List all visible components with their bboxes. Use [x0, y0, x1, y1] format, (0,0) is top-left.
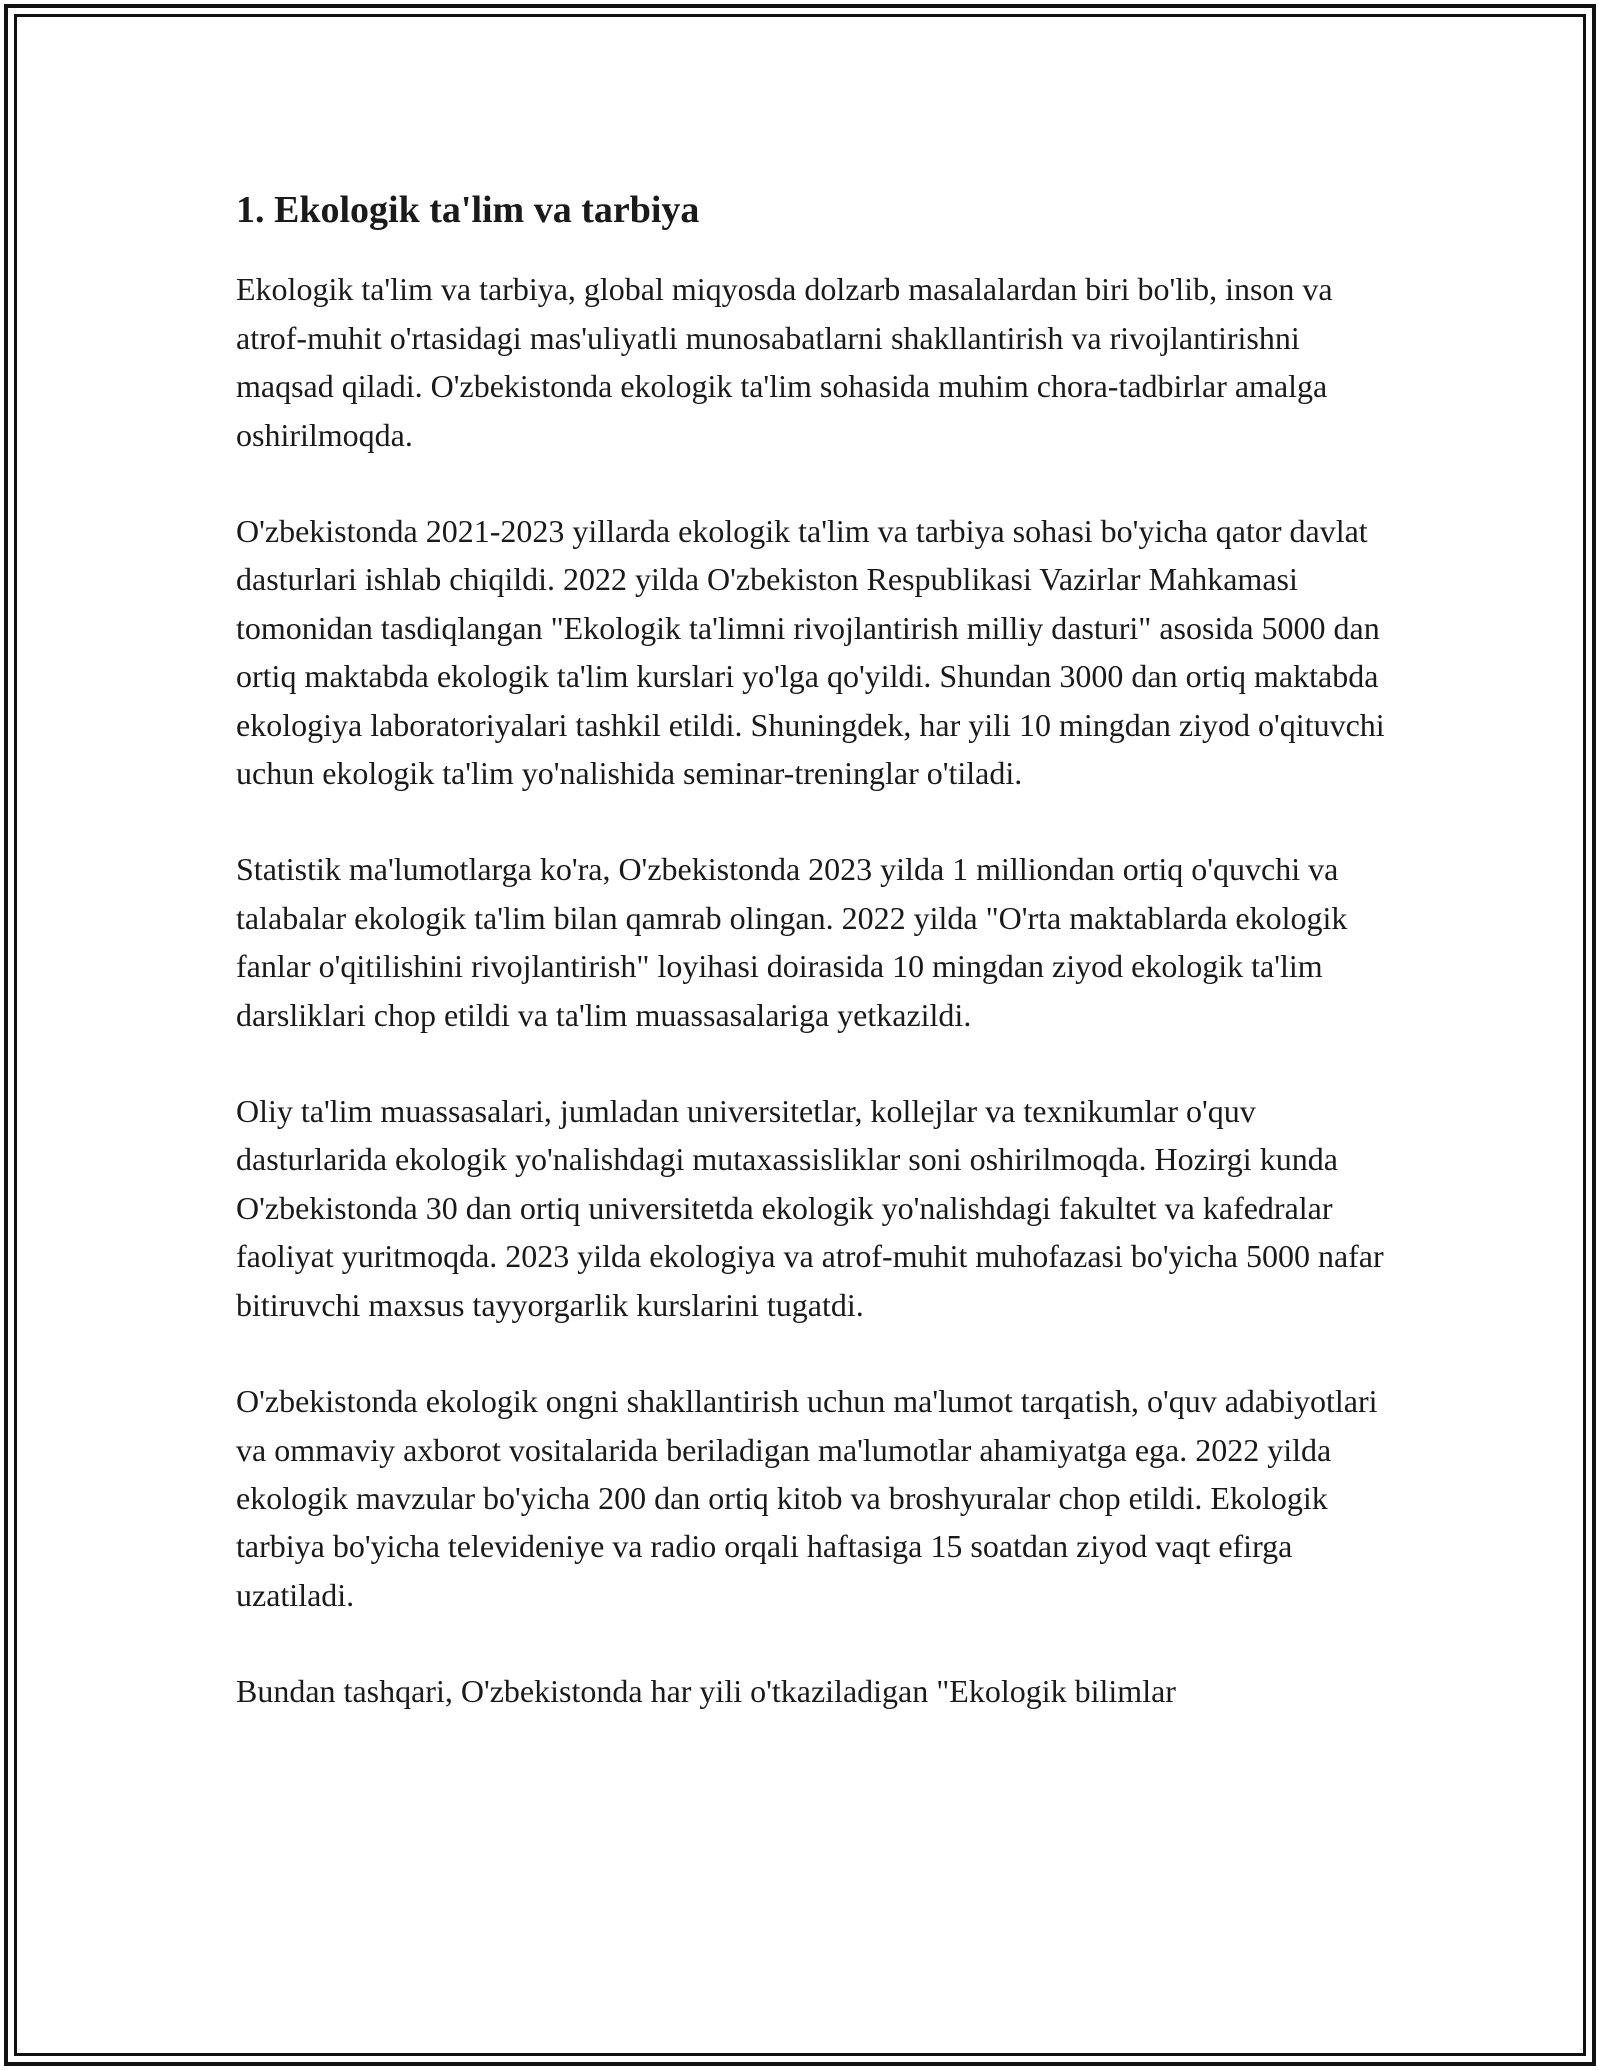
paragraph-continued: Bundan tashqari, O'zbekistonda har yili o'tkaziladigan "Ekologik bilimlar	[236, 1673, 1176, 1710]
paragraph-statistics: Statistik ma'lumotlarga ko'ra, O'zbekistonda 2023 yilda 1 milliondan ortiq o'quvchi va talabalar ekologik ta'lim bilan qamrab olingan. 2022 yilda "O'rta maktablarda ekologik fanlar o'qitilishini rivojlantirish" loyihasi doirasida 10 mingdan ziyod ekologik ta'lim darsliklari chop etildi va ta'lim muassasalariga yetkazildi.	[236, 851, 1348, 1033]
paragraph-higher-education: Oliy ta'lim muassasalari, jumladan universitetlar, kollejlar va texnikumlar o'quv dasturlarida ekologik yo'nalishdagi mutaxassisliklar soni oshirilmoqda. Hozirgi kunda O'zbekistonda 30 dan ortiq universitetda ekologik yo'nalishdagi fakultet va kafedralar faoliyat yuritmoqda. 2023 yilda ekologiya va atrof-muhit muhofazasi bo'yicha 5000 nafar bitiruvchi maxsus tayyorgarlik kurslarini tugatdi.	[236, 1093, 1384, 1323]
document-body	[236, 186, 1386, 1764]
section-title: 1. Ekologik ta'lim va tarbiya	[236, 189, 700, 231]
paragraph-state-programs: O'zbekistonda 2021-2023 yillarda ekologik ta'lim va tarbiya sohasi bo'yicha qator davlat dasturlari ishlab chiqildi. 2022 yilda O'zbekiston Respublikasi Vazirlar Mahkamasi tomonidan tasdiqlangan "Ekologik ta'limni rivojlantirish milliy dasturi" asosida 5000 dan ortiq maktabda ekologik ta'lim kurslari yo'lga qo'yildi. Shundan 3000 dan ortiq maktabda ekologiya laboratoriyalari tashkil etildi. Shuningdek, har yili 10 mingdan ziyod o'qituvchi uchun ekologik ta'lim yo'nalishida seminar-treninglar o'tiladi.	[236, 513, 1385, 792]
paragraph-media: O'zbekistonda ekologik ongni shakllantirish uchun ma'lumot tarqatish, o'quv adabiyotlari va ommaviy axborot vositalarida beriladigan ma'lumotlar ahamiyatga ega. 2022 yilda ekologik mavzular bo'yicha 200 dan ortiq kitob va broshyuralar chop etildi. Ekologik tarbiya bo'yicha televideniye va radio orqali haftasiga 15 soatdan ziyod vaqt efirga uzatiladi.	[236, 1383, 1378, 1613]
paragraph-intro: Ekologik ta'lim va tarbiya, global miqyosda dolzarb masalalardan biri bo'lib, inson va atrof-muhit o'rtasidagi mas'uliyatli munosabatlarni shakllantirish va rivojlantirishni maqsad qiladi. O'zbekistonda ekologik ta'lim sohasida muhim chora-tadbirlar amalga oshirilmoqda.	[236, 271, 1333, 453]
